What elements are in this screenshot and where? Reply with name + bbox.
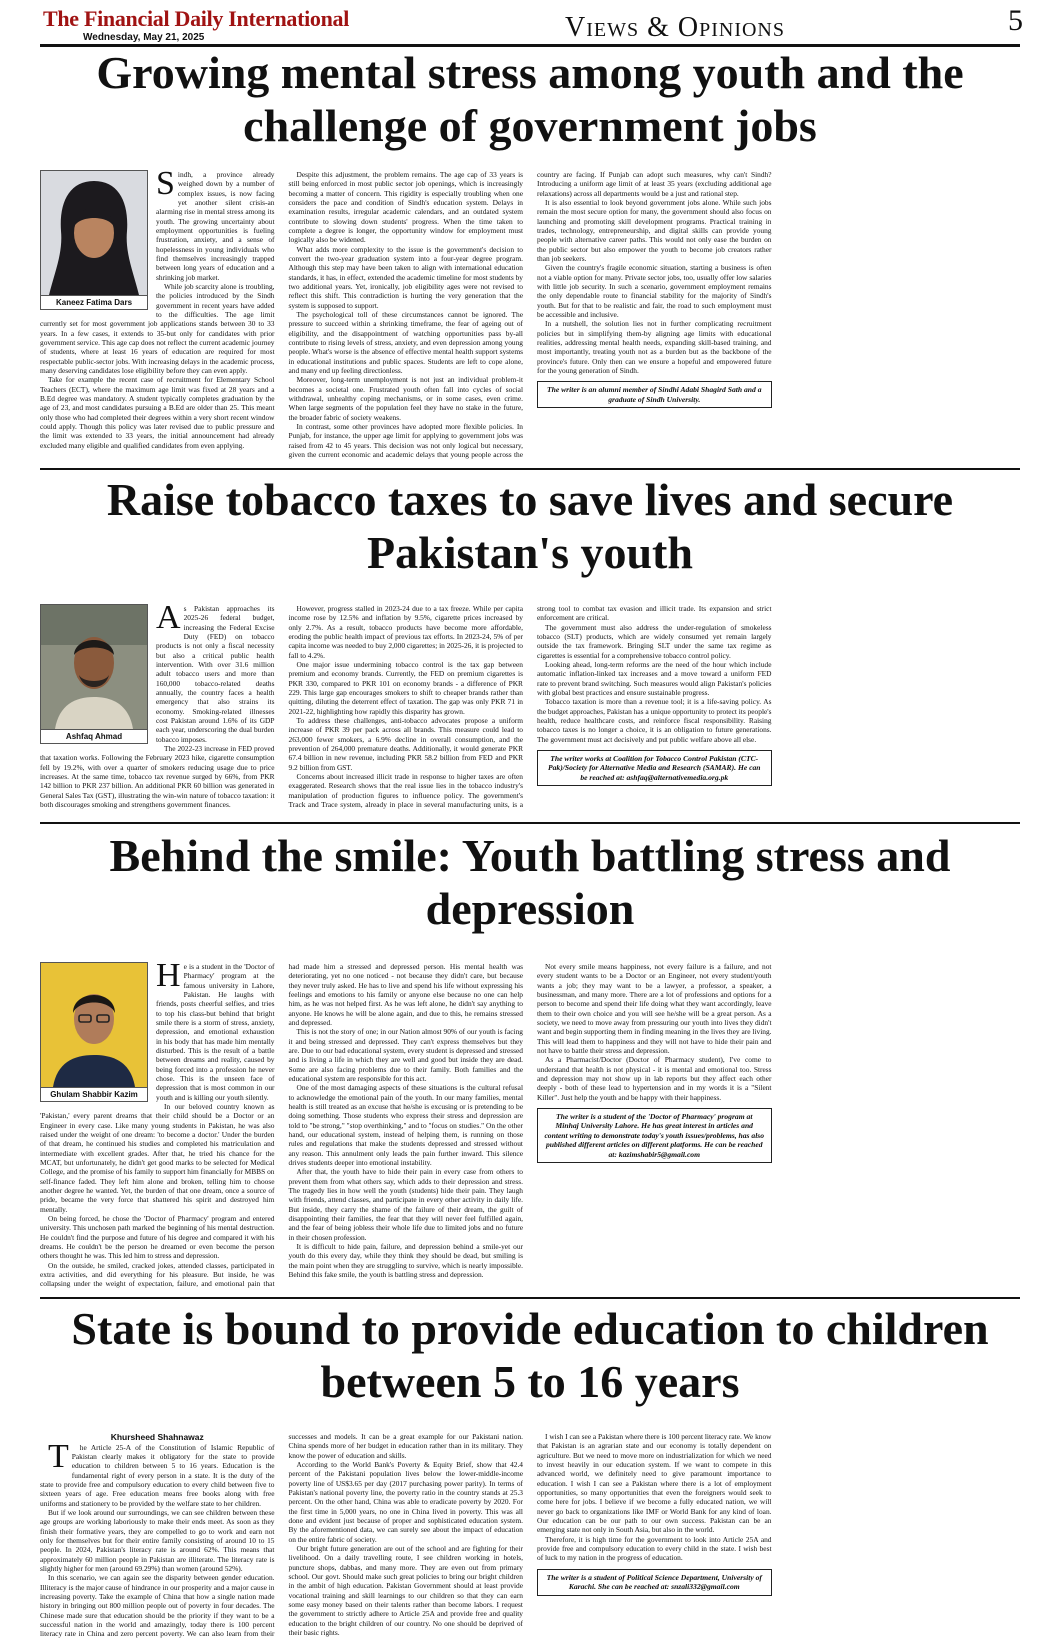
article-1-paragraph: What adds more complexity to the issue is the government's decision to convert the two-year graduation system into a four-year degree program. Although this step may have been taken to align with international education standards, it has, in effect, extended the academic timeline for most students by two additional years. Yet, ironically, job eligibility ages were not revised to reflect this shift. This contradiction is hurting the very generation that the system is supposed to support.	[288, 244, 523, 310]
article-4-author-name: Khursheed Shahnawaz	[110, 1432, 204, 1442]
article-3-paragraph: This is not the story of one; in our Nation almost 90% of our youth is facing it and being stressed and depressed. They can't express themselves but they are. Due to our bad educational system, every student is depressed and stressed and is living a life in which they are well and good but inside they are dead. Some are also facing problems due to their family. Both families and the educational system are responsible for this act.	[288, 1027, 523, 1083]
article-2-dropcap: A	[156, 599, 181, 636]
article-1-author-photo	[40, 170, 148, 310]
article-1-paragraph: indh, a province already weighed down by a number of complex issues, is now facing yet another silent crisis-an alarming rise in mental stress among its youth. The growing uncertainty about employment opportunities is fueling frustration, anxiety, and a sense of hopelessness in young individuals who find themselves increasingly trapped between long years of education and a shrinking job market.	[156, 170, 275, 282]
article-3-body	[40, 957, 1020, 1292]
article-2-paragraph: To address these challenges, anti-tobacco advocates propose a uniform increase of PKR 39 per pack across all brands. This measure could lead to 263,000 fewer smokers, a 6.9% decline in overall consumption, and the prevention of 264,000 premature deaths. Additionally, it would generate PKR 67.4 billion in new revenue, including PKR 58.2 billion from FED and PKR 9.2 billion from GST.	[288, 715, 523, 772]
author-portrait-icon	[41, 963, 147, 1087]
article-1-paragraph: Moreover, long-term unemployment is not just an individual problem-it becomes a societal one. Frustrated youth often fall into cycles of social withdrawal, unhealthy coping mechanisms, or in some cases, even crime. When large segments of the population feel they have no stake in the future, the broader fabric of society weakens.	[288, 375, 523, 422]
article-4-paragraph: According to the World Bank's Poverty & Equity Brief, show that 42.4 percent of the Pakistani population lives below the lower-middle-income poverty line of US$3.65 per day (2017 purchasing power parity). In terms of Pakistan's national poverty line, the poverty ratio in the country stands at 25.3 percent. On the other hand, China was able to eradicate poverty by 2020. For the first time in 5,000 years, no one in China lived in poverty. This was all done and evident just because of proper and sophisticated education system. By the aforementioned data, we can surely see about the impact of education on the entire fabric of society.	[288, 1459, 523, 1544]
article-3-paragraph: It is difficult to hide pain, failure, and depression behind a smile-yet our youth do this every day, while they think they should be dead, but smiling is the main point when they are struggling to survive, which is nearly impossible. Behind this fake smile, the youth is battling stress and depression.	[288, 1241, 523, 1279]
article-3-paragraph: As a Pharmacist/Doctor (Doctor of Pharmacy student), I've come to understand that health is not physical - it is mental and emotional too. Stress and depression may not show up in lab reports but they affect each other deeply - both of these lead to hypertension and in my words it is a "Silent Killer". Just help the youth and be happy with their happiness.	[537, 1055, 772, 1102]
article-1-author-name: Kaneez Fatima Dars	[41, 295, 147, 309]
article-3-paragraph: On the outside, he smiled, cracked jokes, attended classes, participated in extra activities, and did everything for his pleasure. But inside, he was collapsing under the weight of expectation, failure, and emotional pain that had made him a stressed and depressed person. His mental health was deteriorating, yet no one noticed - not because they didn't care, but because they never truly asked. He has to live and spend his life without expressing his feelings and emotions to his family or anyone else because no one can help him, as he was not helped first. As he was left alone, he didn't say anything to anyone. He knows he will be alone again, and due to this, he remains stressed and depressed.	[40, 962, 523, 1289]
article-4-author-bio: The writer is a student of Political Science Department, University of Karachi. She can be reached at: snzali332@gmail.com	[537, 1569, 772, 1596]
article-1-body	[40, 165, 1020, 463]
article-3-author-photo	[40, 962, 148, 1102]
article-2-author-name: Ashfaq Ahmad	[41, 729, 147, 743]
page-number: 5	[1008, 4, 1023, 37]
article-1-paragraph: While job scarcity alone is troubling, the policies introduced by the Sindh government in recent years have added to the difficulties. The age limit currently set for most government job applications stands between 30 to 33 years. In a few cases, it extends to 35-but only for candidates with prior government service. This age cap does not reflect the current academic journey of students, where at least 16 years of education are required for most respectable public-sector jobs. With increasing delays in the academic process, many deserving candidates lose eligibility before they can even apply.	[40, 281, 275, 375]
article-4-headline: State is bound to provide education to children between 5 to 16 years	[71, 1303, 989, 1407]
article-4-dropcap: T	[48, 1437, 69, 1475]
paper-name: The Financial Daily International	[43, 6, 350, 31]
article-1-paragraph: It is also essential to look beyond government jobs alone. While such jobs remain the most secure option for many, the government should also focus on launching and promoting skill development programs. Practical training in trades, technology, entrepreneurship, and digital skills can provide young people with alternative career paths. This would not only ease the burden on the public sector but also empower the youth to become job creators rather than job seekers.	[537, 197, 772, 263]
article-1-headline: Growing mental stress among youth and the challenge of government jobs	[96, 47, 964, 151]
article-3-author-name: Ghulam Shabbir Kazim	[41, 1087, 147, 1101]
article-4-paragraph: But if we look around our surroundings, we can see children between these age groups are working laboriously to make their ends meet. As soon as they finish their formative years, they are compelled to go to work and earn not only for themselves but for their entire family consisting of around 10 to 15 people. In 2024, Pakistan's literacy rate is around 62%. This means that approximately 60 million people in Pakistan are illiterate. The literacy rate is slightly higher for men (around 69.29%) than women (around 52%).	[40, 1508, 275, 1573]
article-2-paragraph: However, progress stalled in 2023-24 due to a tax freeze. While per capita income rose by 12.5% and inflation by 9.5%, cigarette prices increased by only 2.7%. As a result, tobacco products have become more affordable, eroding the public health impact of previous tax efforts. In 2023-24, 5% of per capita income was needed to buy 2,000 cigarettes; in 2025-26, it is projected to fall to 4.2%.	[288, 604, 523, 660]
article-3-paragraph: On being forced, he chose the 'Doctor of Pharmacy' program and entered university. This unchosen path marked the beginning of his mental destruction. He couldn't find the purpose and future of his degree and compared it with his dreams. He couldn't be the person he dreamed or even become the person others thought he was. This led him to stress and depression.	[40, 1213, 275, 1261]
article-1-paragraph: Despite this adjustment, the problem remains. The age cap of 33 years is still being enforced in most public sector job openings, which is increasingly becoming a matter of concern. This rigidity is especially troubling when one considers the pace and condition of Sindh's education system. Delays in examination results, irregular academic calendars, and an outdated system contribute to slowing down students' progress. When the time taken to complete a degree is longer, the opportunity window for employment must logically also be widened.	[288, 170, 523, 245]
article-1-paragraph: Given the country's fragile economic situation, starting a business is often not a viable option for many. Private sector jobs, too, usually offer low salaries with little job security. In such a scenario, government employment remains the only dependable route to financial stability for the majority of Sindh's youth. But for that to be realistic and fair, the road to such employment must be accessible and inclusive.	[537, 263, 772, 319]
article-4-paragraph: Our bright future generation are out of the school and are fighting for their livelihood. On a daily travelling route, I see children working in hotels, puncture shops, dabbas, and many more. They are even out from primary school. Our govt. Should make such great policies to bring our bright children in the ambit of high education. Pakistan Government should at least provide vocational training and skill learnings to our children so that they can earn some easy money based on their talents rather than become labors. I request the government to strictly adhere to Article 25A and provide free and quality education to the bright children of our country. No one should be deprived of their basic rights.	[288, 1543, 523, 1637]
article-1-paragraph: In contrast, some other provinces have adopted more flexible policies. In Punjab, for instance, the upper age limit for applying to government jobs was raised from 42 to 45 years. This decision was not only logical but necessary, given the current economic and academic delays that young people across the country are facing. If Punjab can adopt such measures, why can't Sindh? Introducing a uniform age limit of at least 35 years (excluding additional age relaxations) across all departments would be a just and rational step.	[288, 170, 772, 459]
article-3-headline: Behind the smile: Youth battling stress and depression	[109, 830, 951, 934]
article-1-paragraph: In a nutshell, the solution lies not in further complicating recruitment policies but in simplifying them-by aligning age limits with educational realities, addressing mental health needs, expanding skill-based training, and most importantly, treating youth not as a burden but as the backbone of the province's future. Only then can we ensure a hopeful and empowered future for the young generation of Sindh.	[537, 319, 772, 375]
issue-date: Wednesday, May 21, 2025	[83, 32, 205, 43]
article-3-paragraph: In our beloved country known as 'Pakistan,' every parent dreams that their child should be a Doctor or an Engineer in every case. Like many young students in Pakistan, he was also raised under the weight of one dream: 'to become a doctor.' Under the burden of that dream, he continued his studies and completed his matriculation and intermediate with excellent grades. After that, he tried his chance for the MCAT, but unfortunately, he didn't get good marks to be selected for Medical College, and the promise of his family to support him financially for MBBS on self-finance faded. They left him alone and broken, telling him to choose another degree he wanted. Yet, the burden of that one dream, once a source of pride, became the very force that shattered his spirit and destroyed him mentally.	[40, 1101, 275, 1214]
article-2-paragraph: The government must also address the under-regulation of smokeless tobacco (SLT) products, which are widely consumed yet remain largely outside the tax framework. Bringing SLT under the same tax regime as cigarettes is essential for a comprehensive tobacco control policy.	[537, 622, 772, 660]
article-2-headline: Raise tobacco taxes to save lives and secure Pakistan's youth	[106, 474, 954, 578]
article-divider	[40, 468, 1020, 470]
article-4-paragraph: In this scenario, we can again see the disparity between gender education. Illiteracy is the major cause of hindrance in our prosperity and a major cause in increasing poverty. Take the example of China that how a single nation made history in bringing out 800 million people out of poverty in four decades. The Chinese made sure that education should be the priority if they want to be a successful nation in the world and amazingly, today there is 100 percent literacy rate in China and zero percent poverty. We can also learn from their successes and models. It can be a great example for our Pakistani nation. China spends more of her budget in education rather than in its military. They know the power of education and skills.	[40, 1432, 523, 1639]
article-2-body	[40, 599, 1020, 814]
article-3-author-bio: The writer is a student of the 'Doctor of Pharmacy' program at Minhaj University Lahore. He has great interest in articles and content writing to demonstrate today's youth issues/problems, has also published different articles on different platforms. He can be reached at: kazimshabir5@gmail.com	[537, 1108, 772, 1163]
article-2-author-bio: The writer works at Coalition for Tobacco Control Pakistan (CTC-Pak)/Society for Alternative Media and Research (SAMAR). He can be reached at: ashfaq@alternativemedia.org.pk	[537, 750, 772, 786]
article-3-dropcap: H	[156, 957, 181, 994]
article-divider	[40, 1297, 1020, 1299]
article-4-paragraph: I wish I can see a Pakistan where there is 100 percent literacy rate. We know that Pakistan is an agrarian state and our economy is totally dependent on agriculture. But we need to move more on industrialization for which we need to invest heavily in our education system. If we want to compete in this advanced world, we definitely need to give paramount importance to education. I wish I can see a Pakistan where there is a lot of employment opportunities, so many opportunities that even the foreigners would seek to come here for jobs. I believe if we become a fully educated nation, we will never go back to organizations like IMF or World Bank for any kind of loan. Our education can be our path to our own success. Pakistan can be an emerging state not only in South Asia, but also in the world.	[537, 1432, 772, 1535]
article-2-paragraph: s Pakistan approaches its 2025-26 federal budget, increasing the Federal Excise Duty (FED) on tobacco products is not only a fiscal necessity but also a critical public health intervention. With over 31.6 million adult tobacco users and more than 160,000 tobacco-related deaths annually, the country faces a health emergency that also strains its economy. Smoking-related illnesses cost Pakistan around 1.6% of its GDP each year, underscoring the dual burden tobacco imposes.	[156, 604, 275, 744]
article-1-paragraph: The psychological toll of these circumstances cannot be ignored. The pressure to succeed within a shrinking timeframe, the fear of ageing out of eligibility, and the disappointment of watching opportunities pass by-all contribute to rising levels of stress, anxiety, and even depression among young people. What's worse is the absence of effective mental health support systems in educational institutions and public spaces. Students are left to cope alone, and many end up feeling directionless.	[288, 309, 523, 375]
author-portrait-icon	[41, 605, 147, 729]
article-3-paragraph: Not every smile means happiness, not every failure is a failure, and not every student wants to be a Doctor or an Engineer, not every student/youth wants a job; they may want to be a lawyer, a professor, a speaker, a businessman, and many more. There are a lot of professions and options for a person to become and spend their life doing what they want accordingly, leave them to their own choice and you will see he/she will be a great person. As a society, we need to move away from pressuring our youth into lives they didn't want and begin supporting them in finding meaning in the lives they are living. This will lead them to happiness and they will not have to hide their pain and not have to battle their stress and depression.	[537, 962, 772, 1055]
article-2-paragraph: One major issue undermining tobacco control is the tax gap between premium and economy brands. Currently, the FED on premium cigarettes is PKR 330, compared to PKR 101 on economy brands - a difference of PKR 229. This large gap encourages smokers to shift to cheaper brands rather than quitting, diluting the deterrent effect of taxation. The gap was only PKR 71 in 2021-22, highlighting how rapidly this disparity has grown.	[288, 659, 523, 716]
article-3-paragraph: After that, the youth have to hide their pain in every case from others to prevent them from what others say, which adds to their depression and stress. The tragedy lies in how well the youth (students) hide their pain. They laugh with friends, attend classes, and participate in every other activity in daily life. But inside, they carry the shame of the failure of their dream, the guilt of disappointing their families, the fear that they will never feel fulfilled again, and the fear of being jobless their whole life due to limited jobs and no future in their chosen profession.	[288, 1167, 523, 1242]
article-2-paragraph: Concerns about increased illicit trade in response to higher taxes are often exaggerated. Research shows that the real issue lies in the tobacco industry's manipulation of production figures to influence policy. The government's Track and Trace system, already in place in several manufacturing units, is a strong tool to combat tax evasion and illicit trade. Its expansion and strict enforcement are critical.	[288, 604, 772, 809]
section-title: Views & Opinions	[565, 12, 785, 43]
article-1-dropcap: S	[156, 165, 175, 202]
article-2-paragraph: Tobacco taxation is more than a revenue tool; it is a life-saving policy. As the budget approaches, Pakistan has a unique opportunity to protect its people's health, reduce healthcare costs, and reinforce fiscal responsibility. Raising tobacco taxes is no longer a choice, it is an obligation to future generations. The government must act decisively and put public welfare above all else.	[537, 697, 772, 744]
article-4-paragraph: Therefore, it is high time for the government to look into Article 25A and provide free and compulsory education to every child in the state. I wish best of luck to my nation in the progress of education.	[537, 1534, 772, 1563]
article-4-paragraph: he Article 25-A of the Constitution of Islamic Republic of Pakistan clearly makes it obligatory for the state to provide education to children between 5 to 16 years. Education is the fundamental right of every person in a state. It is the duty of the state to provide free and compulsory education to every child between five to sixteen years of age. Free education means free books along with free uniforms and stationery to be provided by the welfare state to her children.	[40, 1442, 275, 1508]
article-2-author-photo	[40, 604, 148, 744]
article-2-paragraph: Looking ahead, long-term reforms are the need of the hour which include automatic inflation-linked tax increases and a move toward a uniform FED rate to prevent brand switching. Such measures would align Pakistan's policies with global best practices and ensure sustainable progress.	[537, 659, 772, 697]
article-3-paragraph: e is a student in the 'Doctor of Pharmacy' program at the famous university in Lahore, Pakistan. He laughs with friends, posts cheerful selfies, and tries to top his class-but behind that bright smile there is a storm of stress, anxiety, depression, and emotional exhaustion in his body that has made him mentally disturbed. This is the result of a battle between dreams and reality, caused by being forced into a profession he never chose. This is the unseen face of depression that is most common in our youth and is killing our youth silently.	[156, 962, 275, 1102]
article-1-author-bio: The writer is an alumni member of Sindhi Adabi Shagird Sath and a graduate of Sindh University.	[537, 381, 772, 408]
article-divider	[40, 822, 1020, 824]
article-2-paragraph: The 2022-23 increase in FED proved that taxation works. Following the February 2023 hike, cigarette consumption fell by 19.2%, with over a quarter of smokers reducing usage due to price increases. At the same time, tobacco tax revenue surged by 66%, from PKR 142 billion to PKR 237 billion. An additional PKR 60 billion was generated in General Sales Tax (GST), illustrating the win-win nature of tobacco taxation: it both discourages smoking and strengthens government finances.	[40, 743, 275, 809]
article-3-paragraph: One of the most damaging aspects of these situations is the cultural refusal to acknowledge the emotional pain of the youth. In our many families, mental health is still treated as an excuse that he/she is excusing or is pretending to be doing something. Those students who express their stress and depression are told to "be strong," "stop overthinking," and to "focus on studies." On the other hand, our educational system, instead of helping them, is running on those rules and regulations that make the students depressed and stressed without any reason. This annulment only leads the pain further inward. This silence drives students deeper into emotional instability.	[288, 1083, 523, 1167]
article-1-paragraph: Take for example the recent case of recruitment for Elementary School Teachers (ECT), where the maximum age limit was fixed at 28 years and a B.Ed degree was mandatory. A student typically completes graduation by the age of 23, and most candidates pursuing a B.Ed are older than 25. This meant only those who had completed their degrees within a very short recent window could apply. Though this policy was later revised due to public pressure and the limit was extended to 33 years, the initial announcement had already excluded many eligible and qualified candidates from even applying.	[40, 375, 275, 450]
article-4-body	[40, 1432, 1020, 1646]
masthead	[43, 6, 1023, 44]
author-portrait-icon	[41, 171, 147, 295]
